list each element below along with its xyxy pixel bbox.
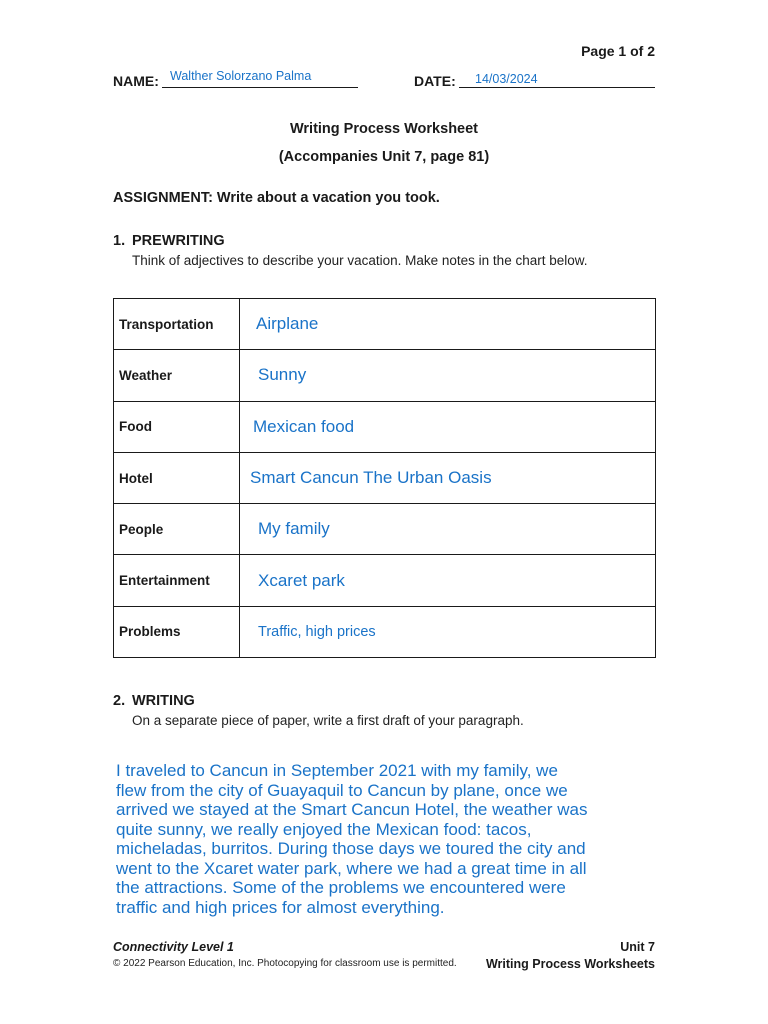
draft-line: I traveled to Cancun in September 2021 with my family, we — [116, 761, 558, 780]
chart-category: Weather — [114, 350, 240, 401]
prewriting-heading — [113, 233, 225, 249]
prewriting-title: PREWRITING — [132, 233, 225, 249]
draft-line: the attractions. Some of the problems we encountered were — [116, 878, 566, 897]
prewriting-number: 1. — [113, 233, 126, 249]
draft-line: traffic and high prices for almost everything. — [116, 897, 445, 917]
worksheet-title: Writing Process Worksheet — [289, 121, 479, 137]
date-label: DATE: — [414, 73, 456, 89]
chart-answer-field[interactable]: Mexican food — [240, 401, 656, 452]
draft-line: micheladas, burritos. During those days we toured the city and — [116, 839, 586, 858]
chart-category: People — [114, 504, 240, 555]
date-field[interactable]: 14/03/2024 — [475, 72, 538, 86]
draft-line: arrived we stayed at the Smart Cancun Hotel, the weather was — [116, 800, 588, 819]
name-label: NAME: — [113, 73, 159, 89]
worksheet-subtitle: (Accompanies Unit 7, page 81) — [278, 149, 490, 165]
chart-category: Problems — [114, 606, 240, 657]
chart-answer-field[interactable]: Airplane — [240, 299, 656, 350]
chart-row — [114, 452, 656, 503]
name-underline — [162, 87, 358, 88]
draft-paragraph[interactable] — [116, 761, 596, 917]
footer-copyright: © 2022 Pearson Education, Inc. Photocopying for classroom use is permitted. — [113, 958, 457, 969]
footer-series: Connectivity Level 1 — [113, 940, 234, 954]
chart-row — [114, 555, 656, 606]
name-field[interactable]: Walther Solorzano Palma — [170, 69, 312, 83]
chart-row — [114, 299, 656, 350]
chart-row — [114, 606, 656, 657]
draft-line: quite sunny, we really enjoyed the Mexican food: tacos, — [116, 819, 532, 839]
writing-title: WRITING — [132, 693, 195, 709]
chart-category: Food — [114, 401, 240, 452]
footer-section: Writing Process Worksheets — [485, 957, 655, 971]
page-number: Page 1 of 2 — [581, 43, 655, 59]
draft-line: flew from the city of Guayaquil to Cancun by plane, once we — [116, 780, 568, 800]
footer-unit: Unit 7 — [620, 940, 655, 954]
chart-row — [114, 350, 656, 401]
chart-answer-field[interactable]: My family — [240, 504, 656, 555]
chart-row — [114, 401, 656, 452]
chart-answer-field[interactable]: Traffic, high prices — [240, 606, 656, 657]
chart-answer-field[interactable]: Xcaret park — [240, 555, 656, 606]
chart-category: Transportation — [114, 299, 240, 350]
prewriting-chart — [113, 298, 656, 658]
draft-line: went to the Xcaret water park, where we had a great time in all — [116, 858, 587, 878]
chart-row — [114, 504, 656, 555]
chart-answer-field[interactable]: Smart Cancun The Urban Oasis — [240, 452, 656, 503]
date-underline — [459, 87, 655, 88]
writing-heading — [113, 693, 195, 709]
chart-category: Entertainment — [114, 555, 240, 606]
chart-category: Hotel — [114, 452, 240, 503]
writing-number: 2. — [113, 693, 126, 709]
chart-answer-field[interactable]: Sunny — [240, 350, 656, 401]
assignment-text: ASSIGNMENT: Write about a vacation you took. — [113, 190, 440, 206]
writing-instructions: On a separate piece of paper, write a first draft of your paragraph. — [132, 713, 524, 728]
prewriting-instructions: Think of adjectives to describe your vacation. Make notes in the chart below. — [132, 253, 588, 268]
